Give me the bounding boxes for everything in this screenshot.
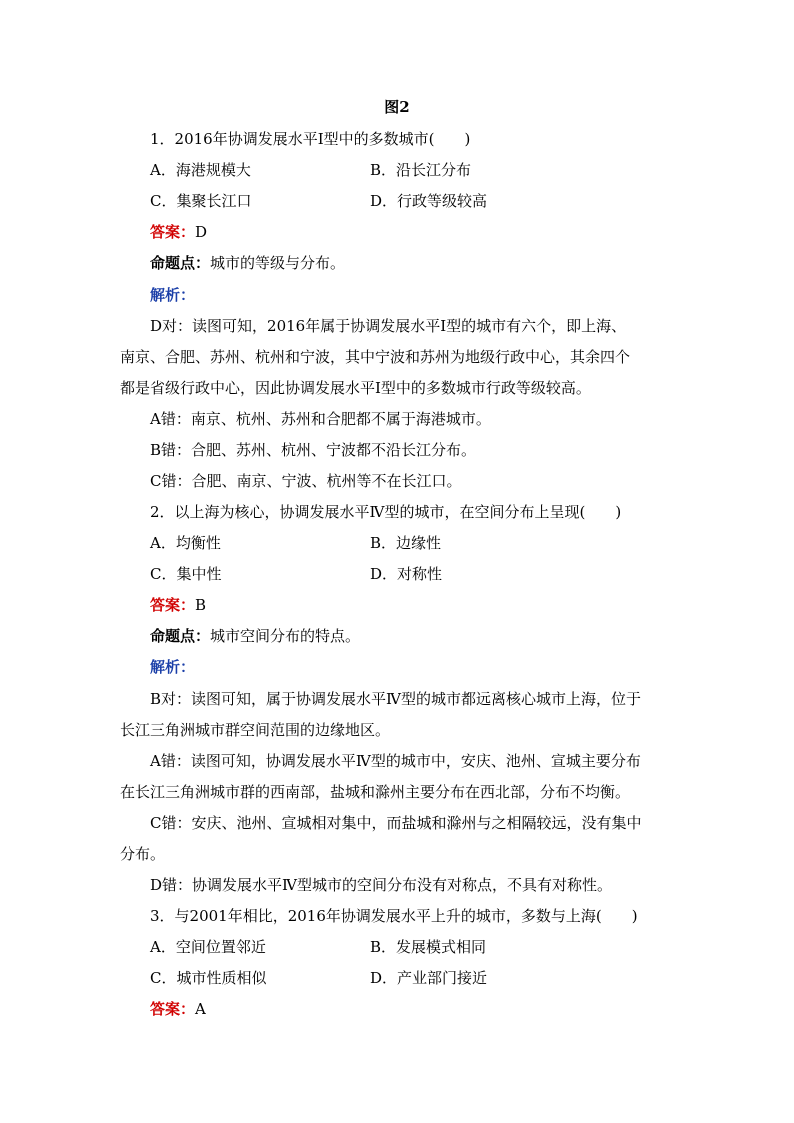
q2-analysis-line: D错：协调发展水平Ⅳ型城市的空间分布没有对称点，不具有对称性。 bbox=[150, 876, 613, 894]
q3-answer bbox=[150, 999, 674, 1019]
q2-option-c: C．集中性 bbox=[150, 565, 222, 583]
topic-label: 命题点： bbox=[150, 627, 211, 645]
q2-analysis-line: 长江三角洲城市群空间范围的边缘地区。 bbox=[120, 721, 391, 739]
q3-option-a: A．空间位置邻近 bbox=[150, 938, 266, 956]
topic-label: 命题点： bbox=[150, 254, 211, 272]
answer-label: 答案： bbox=[150, 596, 196, 614]
q2-analysis-label: 解析： bbox=[150, 658, 196, 676]
q1-analysis-line: D对：读图可知，2016年属于协调发展水平Ⅰ型的城市有六个，即上海、 bbox=[150, 317, 627, 335]
q2-analysis-line: 在长江三角洲城市群的西南部，盐城和滁州主要分布在西北部，分布不均衡。 bbox=[120, 783, 631, 801]
question-1-stem: 1．2016年协调发展水平Ⅰ型中的多数城市( ) bbox=[150, 130, 471, 148]
q2-analysis-line: 分布。 bbox=[120, 845, 166, 863]
q2-answer bbox=[150, 595, 674, 615]
q2-analysis-line: B对：读图可知，属于协调发展水平Ⅳ型的城市都远离核心城市上海，位于 bbox=[150, 690, 642, 708]
q2-topic bbox=[150, 626, 674, 646]
q2-analysis-line: C错：安庆、池州、宣城相对集中，而盐城和滁州与之相隔较远，没有集中 bbox=[150, 814, 642, 832]
q3-option-b: B．发展模式相同 bbox=[370, 938, 487, 956]
question-3-stem: 3．与2001年相比，2016年协调发展水平上升的城市，多数与上海( ) bbox=[150, 907, 638, 925]
answer-label: 答案： bbox=[150, 223, 196, 241]
q3-option-c: C．城市性质相似 bbox=[150, 969, 267, 987]
q1-analysis-line: 南京、合肥、苏州、杭州和宁波，其中宁波和苏州为地级行政中心，其余四个 bbox=[120, 348, 631, 366]
figure-title: 图2 bbox=[384, 98, 410, 116]
q1-topic bbox=[150, 253, 674, 273]
q1-analysis-line: A错：南京、杭州、苏州和合肥都不属于海港城市。 bbox=[150, 410, 491, 428]
q1-option-c: C．集聚长江口 bbox=[150, 192, 252, 210]
q2-option-d: D．对称性 bbox=[370, 565, 443, 583]
q1-option-a: A．海港规模大 bbox=[150, 161, 251, 179]
q1-analysis-label: 解析： bbox=[150, 286, 196, 304]
q3-option-d: D．产业部门接近 bbox=[370, 969, 488, 987]
q2-option-a: A．均衡性 bbox=[150, 534, 221, 552]
answer-value: B bbox=[195, 596, 207, 614]
answer-value: A bbox=[195, 1000, 206, 1018]
q1-option-b: B．沿长江分布 bbox=[370, 161, 472, 179]
topic-text: 城市空间分布的特点。 bbox=[210, 627, 361, 645]
answer-value: D bbox=[195, 223, 208, 241]
q1-answer bbox=[150, 222, 674, 242]
q1-analysis-line: B错：合肥、苏州、杭州、宁波都不沿长江分布。 bbox=[150, 441, 477, 459]
q1-option-d: D．行政等级较高 bbox=[370, 192, 488, 210]
topic-text: 城市的等级与分布。 bbox=[210, 254, 346, 272]
q2-analysis-line: A错：读图可知，协调发展水平Ⅳ型的城市中，安庆、池州、宣城主要分布 bbox=[150, 752, 641, 770]
q2-option-b: B．边缘性 bbox=[370, 534, 442, 552]
q1-analysis-line: C错：合肥、南京、宁波、杭州等不在长江口。 bbox=[150, 472, 462, 490]
q1-analysis-line: 都是省级行政中心，因此协调发展水平Ⅰ型中的多数城市行政等级较高。 bbox=[120, 379, 591, 397]
answer-label: 答案： bbox=[150, 1000, 196, 1018]
question-2-stem: 2．以上海为核心，协调发展水平Ⅳ型的城市，在空间分布上呈现( ) bbox=[150, 503, 622, 521]
